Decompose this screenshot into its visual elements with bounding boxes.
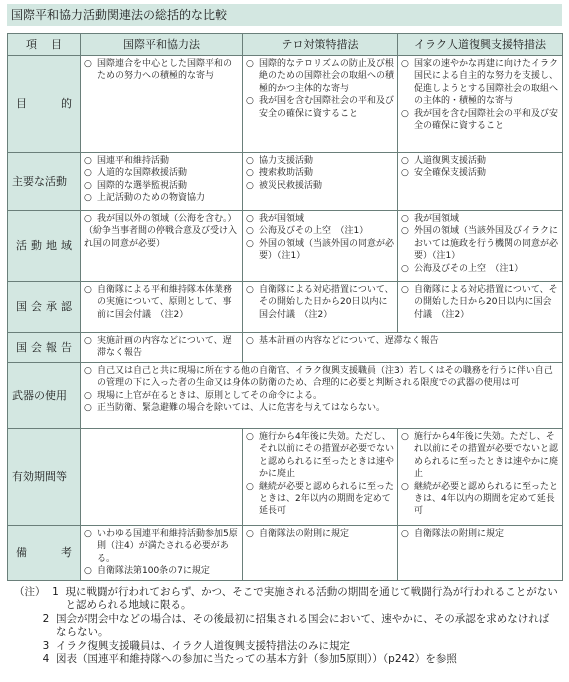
label-char: 活 [16, 239, 27, 252]
bullet-item: ○ 実施計画の内容などについて、遅滞なく報告 [84, 336, 232, 359]
cell-approval-iraq [398, 282, 563, 333]
cell-approval-pko [81, 282, 243, 333]
cell-activities-terror [243, 153, 398, 211]
cell-area-iraq [398, 211, 563, 282]
cell-validity-pko [81, 429, 243, 526]
bullet-item: ○ 我が国領域 [246, 214, 305, 224]
cell-weapons-use [81, 363, 563, 429]
bullet-item: ○ 施行から4年後に失効。ただし、それ以前にその措置が必要でないと認められるに至ったときは速やかに廃止 [401, 432, 559, 480]
cell-approval-terror [243, 282, 398, 333]
footnote-number: 2 [42, 612, 50, 625]
bullet-item: ○ 継続が必要と認められるに至ったときは、2年以内の期間を定めて延長可 [246, 481, 395, 517]
bullet-item: ○ 我が国領域 [401, 214, 460, 224]
header-pko-law: 国際平和協力法 [81, 34, 243, 56]
cell-remarks-pko [81, 526, 243, 581]
row-validity-period [8, 429, 563, 526]
footnote-item [14, 586, 559, 613]
cell-report-pko [81, 333, 243, 363]
cell-remarks-iraq [398, 526, 563, 581]
bullet-item: ○ 上記活動のための物資協力 [84, 193, 206, 204]
header-anti-terror-law: テロ対策特措法 [243, 34, 398, 56]
bullet-item: ○ 継続が必要と認められるに至ったときは、4年以内の期間を定めて延長可 [401, 481, 559, 517]
footnote-label: （注） [14, 586, 46, 598]
cell-purpose-pko [81, 56, 243, 153]
cell-validity-terror [243, 429, 398, 526]
label-char: 国 [16, 300, 27, 313]
label-char: 地 [46, 239, 57, 252]
bullet-item: ○ 捜索救助活動 [246, 168, 314, 179]
footnote-text: イラク復興支援職員は、イラク人道復興支援特措法のみに規定 [56, 639, 350, 652]
row-remarks [8, 526, 563, 581]
cell-remarks-terror [243, 526, 398, 581]
cell-area-terror [243, 211, 398, 282]
bullet-item: ○ 自衛隊法第100条の7に規定 [84, 566, 210, 577]
bullet-note: （紛争当事者間の停戦合意及び受け入れ国の同意が必要） [84, 226, 238, 249]
bullet-item: ○ 自衛隊による平和維持隊本体業務の実施について、原則として、事前に国会付議 （注2） [84, 285, 233, 320]
bullet-item: ○ 国際的な選挙監視活動 [84, 180, 188, 191]
footnote-item [14, 613, 559, 640]
row-label-diet-report [8, 333, 81, 363]
bullet-item: ○ 我が国以外の領域（公海を含む。） [84, 214, 237, 224]
header-item-char: 項 [26, 37, 37, 51]
cell-purpose-iraq [398, 56, 563, 153]
cell-activities-iraq [398, 153, 563, 211]
header-row [8, 34, 563, 56]
footnote-number: 3 [42, 639, 50, 652]
bullet-item: ○ 自衛隊による対応措置について、その開始した日から20日以内に国会付議 （注2） [246, 285, 394, 320]
label-char: 認 [61, 300, 72, 313]
label-char: 目 [16, 97, 27, 110]
bullet-item: ○ 協力支援活動 [246, 156, 314, 166]
bullet-item: ○ 我が国を含む国際社会の平和及び安全の確保に資すること [401, 108, 559, 132]
bullet-item: ○ 自衛隊法の附則に規定 [401, 529, 505, 539]
label-char: 会 [31, 300, 42, 313]
bullet-item: ○ 国際連合を中心とした国際平和のための努力への積極的な寄与 [84, 59, 233, 82]
row-label-diet-approval [8, 282, 81, 333]
bullet-item: ○ いわゆる国連平和維持活動参加5原則（注4）が満たされる必要がある。 [84, 529, 238, 564]
row-main-activities [8, 153, 563, 211]
row-label-purpose [8, 56, 81, 153]
row-label-weapons-use: 武器の使用 [8, 363, 81, 429]
row-diet-approval [8, 282, 563, 333]
bullet-item: ○ 人道復興支援活動 [401, 156, 487, 166]
bullet-item: ○ 国家の速やかな再建に向けたイラク国民による自主的な努力を支援し、促進しようとする国際社会の取組への主体的・積極的な寄与 [401, 59, 559, 107]
row-label-main-activities: 主要な活動 [8, 153, 81, 211]
label-char: 告 [61, 340, 72, 354]
bullet-item: ○ 外国の領域（当該外国の同意が必要）（注1） [246, 238, 395, 262]
label-char: 承 [46, 300, 57, 313]
label-char: 国 [16, 340, 27, 354]
cell-purpose-terror [243, 56, 398, 153]
bullet-item: ○ 公海及びその上空 （注1） [246, 226, 369, 237]
row-label-remarks [8, 526, 81, 581]
row-purpose [8, 56, 563, 153]
label-char: 動 [31, 239, 42, 252]
comparison-table [7, 33, 563, 581]
page-title: 国際平和協力活動関連法の総括的な比較 [7, 4, 562, 26]
footnote-text: 図表（国連平和維持隊への参加に当たっての基本方針（参加5原則））（p242）を参照 [56, 653, 457, 666]
row-weapons-use [8, 363, 563, 429]
bullet-item: ○ 外国の領域（当該外国及びイラクにおいては施政を行う機関の同意が必要）（注1） [401, 226, 559, 262]
footnote-item [14, 640, 559, 653]
bullet-item: ○ 国際的なテロリズムの防止及び根絶のための国際社会の取組への積極的かつ主体的な寄与 [246, 59, 395, 94]
row-activity-area [8, 211, 563, 282]
footnotes [14, 586, 559, 666]
footnote-item [14, 653, 559, 666]
cell-activities-pko [81, 153, 243, 211]
bullet-item: ○ 施行から4年後に失効。ただし、それ以前にその措置が必要でないと認められるに至ったときは速やかに廃止 [246, 432, 395, 480]
footnote-text: 国会が閉会中などの場合は、その後最初に招集される国会において、速やかに、その承認を求めなければならない。 [56, 612, 550, 639]
footnote-text: 現に戦闘が行われておらず、かつ、そこで実施される活動の期間を通じて戦闘行為が行われることがないと認められる地域に限る。 [65, 586, 558, 612]
bullet-item: ○ 被災民救援活動 [246, 180, 323, 191]
bullet-item: ○ 我が国を含む国際社会の平和及び安全の確保に資すること [246, 96, 395, 119]
bullet-item: ○ 国連平和維持活動 [84, 156, 170, 166]
header-item-char: 目 [51, 37, 62, 51]
bullet-item: ○ 自己又は自己と共に現場に所在する他の自衛官、イラク復興支援職員（注3）若しくはその職務を行うに伴い自己の管理の下に入った者の生命又は身体の防衛のため、合理的に必要と判断される限度での武器の使用は可 [84, 366, 553, 389]
bullet-item: ○ 自衛隊法の附則に規定 [246, 529, 350, 539]
header-item [8, 34, 81, 56]
bullet-item: ○ 安全確保支援活動 [401, 168, 487, 179]
bullet-item: ○ 公海及びその上空 （注1） [401, 263, 524, 274]
row-label-validity-period: 有効期間等 [8, 429, 81, 526]
label-char: 考 [61, 545, 72, 559]
bullet-item: ○ 人道的な国際救援活動 [84, 168, 188, 179]
bullet-item: ○ 基本計画の内容などについて、遅滞なく報告 [246, 336, 439, 346]
bullet-item: ○ 現場に上官が在るときは、原則としてその命令による。 [84, 390, 323, 401]
label-char: 域 [61, 239, 72, 252]
bullet-item: ○ 自衛隊による対応措置について、その開始した日から20日以内に国会付議 （注2） [401, 285, 558, 320]
label-char: 会 [31, 340, 42, 354]
row-label-activity-area [8, 211, 81, 282]
cell-report-terror-iraq [243, 333, 563, 363]
label-char: 報 [46, 340, 57, 354]
label-char: 的 [61, 97, 72, 110]
footnote-number: 4 [42, 653, 50, 666]
footnote-number: 1 [52, 586, 59, 598]
label-char: 備 [16, 545, 27, 559]
row-diet-report [8, 333, 563, 363]
cell-area-pko [81, 211, 243, 282]
bullet-item: ○ 正当防衛、緊急避難の場合を除いては、人に危害を与えてはならない。 [84, 403, 386, 414]
cell-validity-iraq [398, 429, 563, 526]
header-iraq-law: イラク人道復興支援特措法 [398, 34, 563, 56]
